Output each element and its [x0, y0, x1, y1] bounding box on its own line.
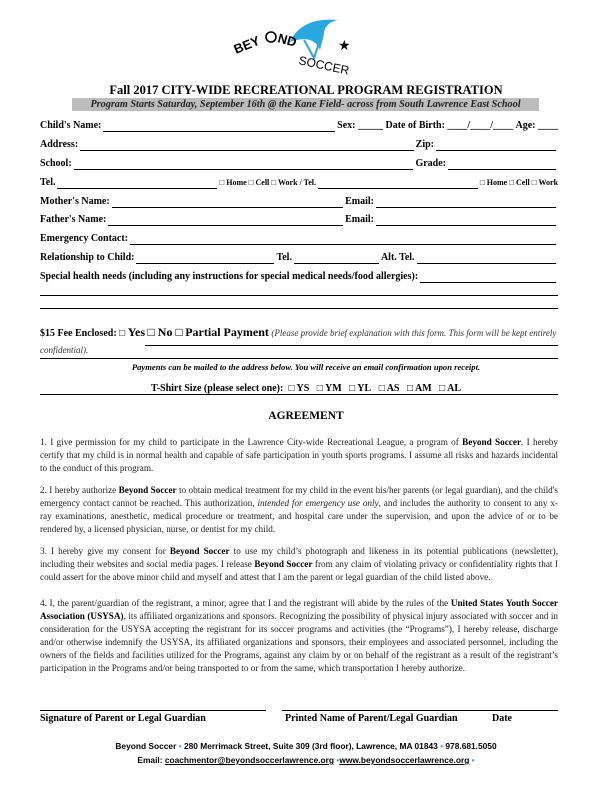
relationship-tel-field[interactable]	[294, 253, 379, 264]
tel-type-options-1[interactable]: □ Home □ Cell □ Work / Tel.	[219, 178, 316, 187]
zip-field[interactable]	[436, 140, 556, 151]
health-needs-field[interactable]	[420, 272, 556, 283]
address-label: Address:	[40, 139, 79, 150]
address-row	[40, 139, 558, 151]
footer-address	[0, 741, 612, 751]
footer-phone: 978.681.5050	[445, 741, 497, 751]
dob-label[interactable]: Date of Birth: ____/____/____	[385, 120, 513, 131]
fathers-name-label: Father's Name:	[40, 214, 107, 225]
separator-dot: •	[440, 741, 444, 751]
payments-note: Payments can be mailed to the address below. You will receive an email confirmation upon receipt.	[131, 362, 481, 372]
paragraph-text: to obtain medical treatment for my child in the event his/her parents (or legal guardian), and the child's emergency contact cannot be reached. This authorization,	[40, 485, 558, 508]
footer-street: 280 Merrimack Street, Suite 309 (3rd floor), Lawrence, MA 01843	[183, 741, 438, 751]
bold-text: Beyond Soccer	[118, 485, 177, 495]
school-field[interactable]	[74, 159, 414, 170]
childs-name-label: Child's Name:	[40, 120, 102, 131]
bold-text: United States Youth Soccer Association (USYSA)	[40, 598, 558, 621]
fathers-name-field[interactable]	[108, 215, 343, 226]
paragraph-text: 1. I give permission for my child to participate in the Lawrence City-wide Recreational League, a program of	[40, 437, 463, 447]
paragraph-text: 3. I hereby give my consent for	[40, 546, 170, 556]
fee-section	[40, 324, 558, 359]
star-icon: ★	[338, 39, 351, 54]
tel-row	[40, 177, 558, 189]
separator-dot: •	[336, 755, 340, 765]
tshirt-option-ym[interactable]: □ YM	[316, 383, 342, 394]
father-email-field[interactable]	[376, 215, 556, 226]
bold-text: Beyond Soccer	[169, 546, 230, 556]
age-label[interactable]: Age: ____	[515, 120, 558, 131]
mother-row	[40, 196, 558, 208]
mother-email-label: Email:	[345, 196, 374, 207]
tshirt-size-label: T-Shirt Size (please select one):	[150, 383, 284, 394]
agreement-paragraph-1	[40, 436, 558, 475]
mother-email-field[interactable]	[376, 197, 556, 208]
tel-field-1[interactable]	[57, 178, 217, 189]
separator-dot: •	[178, 741, 182, 751]
email-label: Email:	[137, 755, 163, 765]
footer-org: Beyond Soccer	[115, 741, 177, 751]
childs-name-field[interactable]	[103, 121, 335, 132]
relationship-label: Relationship to Child:	[40, 252, 135, 263]
child-row	[40, 120, 558, 132]
mothers-name-label: Mother's Name:	[40, 196, 110, 207]
email-link[interactable]: coachmentor@beyondsoccerlawrence.org	[164, 755, 335, 765]
fee-yes-option[interactable]: Yes	[127, 325, 146, 339]
zip-label: Zip:	[415, 139, 434, 150]
health-needs-line-2[interactable]	[40, 295, 558, 296]
beyond-soccer-logo	[228, 14, 358, 80]
emergency-contact-field[interactable]	[130, 234, 556, 245]
svg-text:SOCCER: SOCCER	[297, 53, 351, 78]
fee-no-option[interactable]: □ No □	[147, 325, 183, 339]
svg-text:ND: ND	[276, 30, 299, 50]
paragraph-text: to use my child’s photograph and likeness in its potential publications (newsletter), including their websites and social media pages. I release	[40, 546, 558, 569]
paragraph-text: , and includes the authority to consent to any x-ray examinations, anesthetic, medical procedure or treatment, and hospital care under the supervision, and upon the advice of or to be rendered by, a licensed physician, nurse, or dentist for my child.	[40, 498, 558, 534]
health-row	[40, 271, 558, 283]
tel-label: Tel.	[40, 177, 56, 188]
address-field[interactable]	[80, 140, 414, 151]
italic-text: intended for emergency use only	[257, 498, 379, 508]
relationship-tel-label: Tel.	[276, 252, 292, 263]
date-label: Date	[492, 713, 512, 724]
agreement-heading: AGREEMENT	[268, 410, 344, 422]
sex-label[interactable]: Sex: _____	[337, 120, 383, 131]
tshirt-size-row	[0, 383, 612, 394]
school-label: School:	[40, 158, 72, 169]
agreement-paragraph-3	[40, 545, 558, 584]
fee-label[interactable]: $15 Fee Enclosed: □	[40, 328, 126, 339]
divider	[40, 394, 558, 395]
tshirt-option-as[interactable]: □ AS	[378, 383, 400, 394]
alt-tel-field[interactable]	[417, 253, 556, 264]
father-email-label: Email:	[345, 214, 374, 225]
paragraph-text: . I hereby certify that my child is in normal health and capable of safe participation in youth sports programs. I assume all risks and hazards incidental to the conduct of this program.	[40, 437, 558, 473]
bold-text: Beyond Soccer	[254, 559, 313, 569]
signature-label: Signature of Parent or Legal Guardian	[40, 713, 206, 724]
tel-field-2[interactable]	[318, 178, 478, 189]
fee-explanation-line[interactable]	[145, 345, 558, 346]
grade-label: Grade:	[415, 158, 446, 169]
svg-text:BEY: BEY	[231, 32, 262, 57]
tshirt-option-yl[interactable]: □ YL	[349, 383, 372, 394]
printed-name-label: Printed Name of Parent/Legal Guardian	[285, 713, 458, 724]
agreement-paragraph-2	[40, 484, 558, 536]
health-needs-label: Special health needs (including any instructions for special medical needs/food allergies):	[40, 271, 419, 282]
fee-note: (Please provide brief explanation with this form. This form will be kept entirely confidential).	[40, 328, 557, 355]
health-needs-line-3[interactable]	[40, 308, 558, 309]
bold-text: Beyond Soccer	[462, 437, 522, 447]
signature-line[interactable]	[40, 710, 266, 711]
tshirt-option-ys[interactable]: □ YS	[288, 383, 310, 394]
divider	[40, 358, 558, 359]
emergency-contact-label: Emergency Contact:	[40, 233, 129, 244]
mothers-name-field[interactable]	[112, 197, 343, 208]
paragraph-text: 2. I hereby authorize	[40, 485, 119, 495]
tshirt-option-al[interactable]: □ AL	[439, 383, 462, 394]
paragraph-text: from any claim of violating privacy or confidentiality rights that I could assert for the above minor child and myself and attest that I am the parent or legal guardian of the child listed above.	[40, 559, 558, 582]
page-title: Fall 2017 CITY-WIDE RECREATIONAL PROGRAM REGISTRATION	[109, 83, 503, 97]
grade-field[interactable]	[448, 159, 556, 170]
tshirt-option-am[interactable]: □ AM	[406, 383, 432, 394]
tel-type-options-2[interactable]: □ Home □ Cell □ Work	[479, 178, 559, 187]
school-row	[40, 158, 558, 170]
paragraph-text: , its affiliated organizations and sponsors. Recognizing the possibility of physical injury associated with soccer and in consideration for the USYSA accepting the registrant for its soccer programs and activities (the “Programs”), I hereby release, discharge and/or otherwise indemnify the USYSA, its affiliated organizations and sponsors, their employees and associated personnel, including the owners of the fields and facilities utilized for the Programs, against any claim by or on behalf of the registrant as a result of the registrant’s participation in the Programs and/or being transported to or from the same, which transportation I hereby authorize.	[40, 611, 558, 673]
relationship-field[interactable]	[136, 253, 274, 264]
soccer-ball-icon	[266, 32, 276, 42]
printed-name-date-line[interactable]	[282, 710, 558, 711]
agreement-paragraph-4	[40, 597, 558, 675]
footer-contact	[0, 755, 612, 765]
father-row	[40, 214, 558, 226]
emergency-row	[40, 233, 558, 245]
fee-partial-option[interactable]: Partial Payment	[185, 325, 269, 339]
separator-dot: •	[471, 755, 475, 765]
paragraph-text: 4. I, the parent/guardian of the registrant, a minor, agree that I and the registrant will abide by the rules of the	[40, 598, 451, 608]
alt-tel-label: Alt. Tel.	[380, 252, 415, 263]
website-link[interactable]: www.beyondsoccerlawrence.org	[339, 755, 470, 765]
relationship-row	[40, 252, 558, 264]
program-start-banner: Program Starts Saturday, September 16th @ the Kane Field- across from South Lawrence East School	[72, 98, 539, 111]
